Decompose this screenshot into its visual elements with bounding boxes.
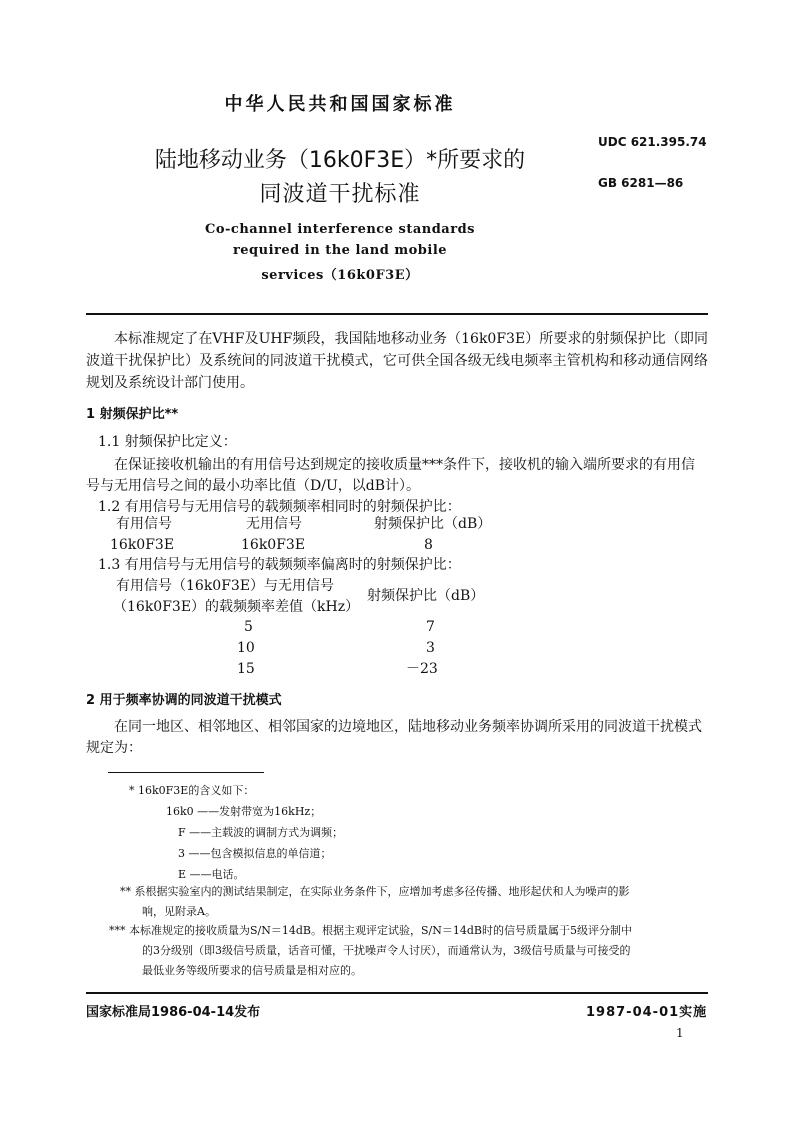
- udc-code: UDC 621.395.74: [598, 135, 707, 149]
- footnote-1-item-channel: 3 ——包含模拟信息的单信道；: [178, 847, 332, 860]
- table2-ratio-10: 3: [426, 640, 435, 656]
- footnote-1-item-telephony: E ——电话。: [178, 868, 245, 881]
- section-1-2-heading: 1.2 有用信号与无用信号的载频频率相同时的射频保护比：: [98, 499, 461, 515]
- section-2-heading: 2 用于频率协调的同波道干扰模式: [86, 693, 282, 708]
- footnote-3-line2: 的3分级别（即3级信号质量，话音可懂，干扰噪声令人讨厌），而通常认为，3级信号质量与可接受的: [142, 944, 631, 957]
- footnote-3-line1: *** 本标准规定的接收质量为S/N＝14dB。根据主观评定试验，S/N＝14dB时的信号质量属于5级评分制中: [109, 924, 632, 937]
- section-1-3-heading: 1.3 有用信号与无用信号的载频频率偏离时的射频保护比：: [98, 557, 461, 573]
- section-1-1-heading: 1.1 射频保护比定义：: [98, 434, 237, 450]
- issued-date: 国家标准局1986-04-14发布: [86, 1005, 261, 1020]
- page-number: 1: [676, 1026, 684, 1040]
- footer-divider: [86, 992, 708, 994]
- table2-header-right: 射频保护比（dB）: [367, 588, 485, 604]
- table2-header-left-line1: 有用信号（16k0F3E）与无用信号: [116, 578, 335, 594]
- footnote-1-heading: * 16k0F3E的含义如下：: [129, 784, 255, 797]
- table2-ratio-15: －23: [406, 661, 438, 677]
- table2-header-left-line2: （16k0F3E）的载频频率差值（kHz）: [113, 599, 360, 615]
- table1-cell-ratio: 8: [424, 537, 433, 553]
- footnote-2-line2: 响，见附录A。: [142, 905, 216, 918]
- footnote-1-item-bandwidth: 16k0 ——发射带宽为16kHz；: [166, 805, 322, 818]
- footnote-2-line1: ** 系根据实验室内的测试结果制定，在实际业务条件下，应增加考虑多径传播、地形起伏和人为噪声的影: [120, 885, 630, 898]
- english-title-line3: services（16k0F3E）: [261, 268, 419, 283]
- table1-cell-unwanted: 16k0F3E: [241, 537, 306, 553]
- section-2-text-line1: 在同一地区、相邻地区、相邻国家的边境地区，陆地移动业务频率协调所采用的同波道干扰模式: [114, 719, 702, 735]
- header-divider: [86, 313, 708, 315]
- section-1-1-text-line2: 号与无用信号之间的最小功率比值（D/U，以dB计）。: [86, 478, 420, 494]
- table2-offset-10: 10: [237, 640, 255, 656]
- intro-paragraph: 本标准规定了在VHF及UHF频段，我国陆地移动业务（16k0F3E）所要求的射频保护比（即同波道干扰保护比）及系统间的同波道干扰模式，它可供全国各级无线电频率主管机构和移动通信网络规划及系统设计部门使用。: [86, 331, 708, 391]
- document-title-line2: 同波道干扰标准: [259, 182, 421, 207]
- table1-header-unwanted: 无用信号: [246, 516, 302, 532]
- table1-header-ratio: 射频保护比（dB）: [374, 516, 492, 532]
- gb-code: GB 6281—86: [598, 176, 684, 190]
- table1-cell-wanted: 16k0F3E: [110, 537, 175, 553]
- footnote-divider: [108, 772, 264, 773]
- effective-date: 1987-04-01实施: [586, 1005, 708, 1020]
- footnote-1-item-modulation: F ——主载波的调制方式为调频；: [178, 826, 344, 839]
- table1-header-wanted: 有用信号: [116, 516, 172, 532]
- standard-org-title: 中华人民共和国国家标准: [224, 94, 456, 115]
- english-title-line1: Co-channel interference standards: [205, 222, 475, 237]
- table2-ratio-5: 7: [426, 619, 435, 635]
- section-1-heading: 1 射频保护比**: [86, 407, 179, 422]
- english-title-line2: required in the land mobile: [232, 243, 448, 258]
- table2-offset-15: 15: [237, 661, 255, 677]
- table2-offset-5: 5: [244, 619, 253, 635]
- section-1-1-text-line1: 在保证接收机输出的有用信号达到规定的接收质量***条件下，接收机的输入端所要求的有用信: [114, 457, 695, 473]
- section-2-text-line2: 规定为：: [86, 740, 142, 756]
- footnote-3-line3: 最低业务等级所要求的信号质量是相对应的。: [142, 964, 362, 977]
- document-title-line1: 陆地移动业务（16k0F3E）*所要求的: [154, 148, 526, 173]
